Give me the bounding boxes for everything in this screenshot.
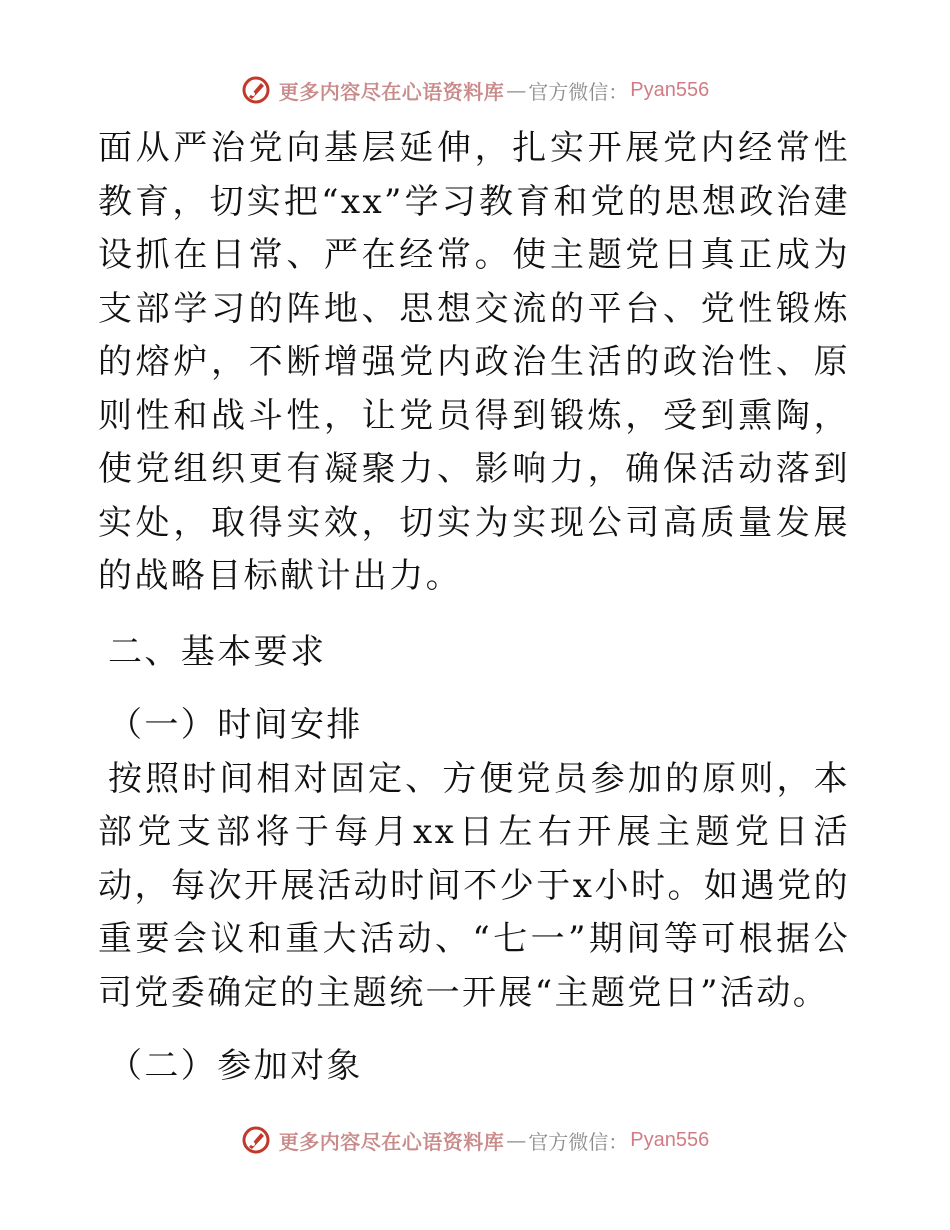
- watermark-separator: —: [506, 1128, 527, 1152]
- watermark-main-text: 更多内容尽在心语资料库: [278, 79, 505, 104]
- watermark-main-text: 更多内容尽在心语资料库: [278, 1129, 505, 1154]
- subsection-heading-1: （一）时间安排: [108, 705, 363, 745]
- pen-nib-circle-icon: [241, 75, 271, 105]
- watermark-separator: —: [506, 78, 527, 102]
- watermark-code: Pyan556: [630, 1128, 710, 1151]
- watermark-prefix: 官方微信：: [528, 1129, 629, 1154]
- subsection-heading-2: （二）参加对象: [108, 1046, 363, 1086]
- footer-watermark: [0, 1120, 950, 1160]
- watermark-code: Pyan556: [630, 78, 710, 101]
- paragraph-2: 按照时间相对固定、方便党员参加的原则，本部党支部将于每月xx日左右开展主题党日活动，每次开展活动时间不少于x小时。如遇党的重要会议和重大活动、“七一”期间等可根据公司党委确定的主题统一开展“主题党日”活动。: [98, 758, 850, 1013]
- header-watermark: [0, 70, 950, 110]
- paragraph-1: 面从严治党向基层延伸，扎实开展党内经常性教育，切实把“xx”学习教育和党的思想政治建设抓在日常、严在经常。使主题党日真正成为支部学习的阵地、思想交流的平台、党性锻炼的熔炉，不断增强党内政治生活的政治性、原则性和战斗性，让党员得到锻炼，受到熏陶，使党组织更有凝聚力、影响力，确保活动落到实处，取得实效，切实为实现公司高质量发展的战略目标献计出力。: [98, 128, 850, 596]
- watermark-prefix: 官方微信：: [528, 79, 629, 104]
- section-heading-2: 二、基本要求: [108, 631, 327, 672]
- pen-nib-circle-icon: [241, 1125, 271, 1155]
- document-body: [98, 122, 850, 1094]
